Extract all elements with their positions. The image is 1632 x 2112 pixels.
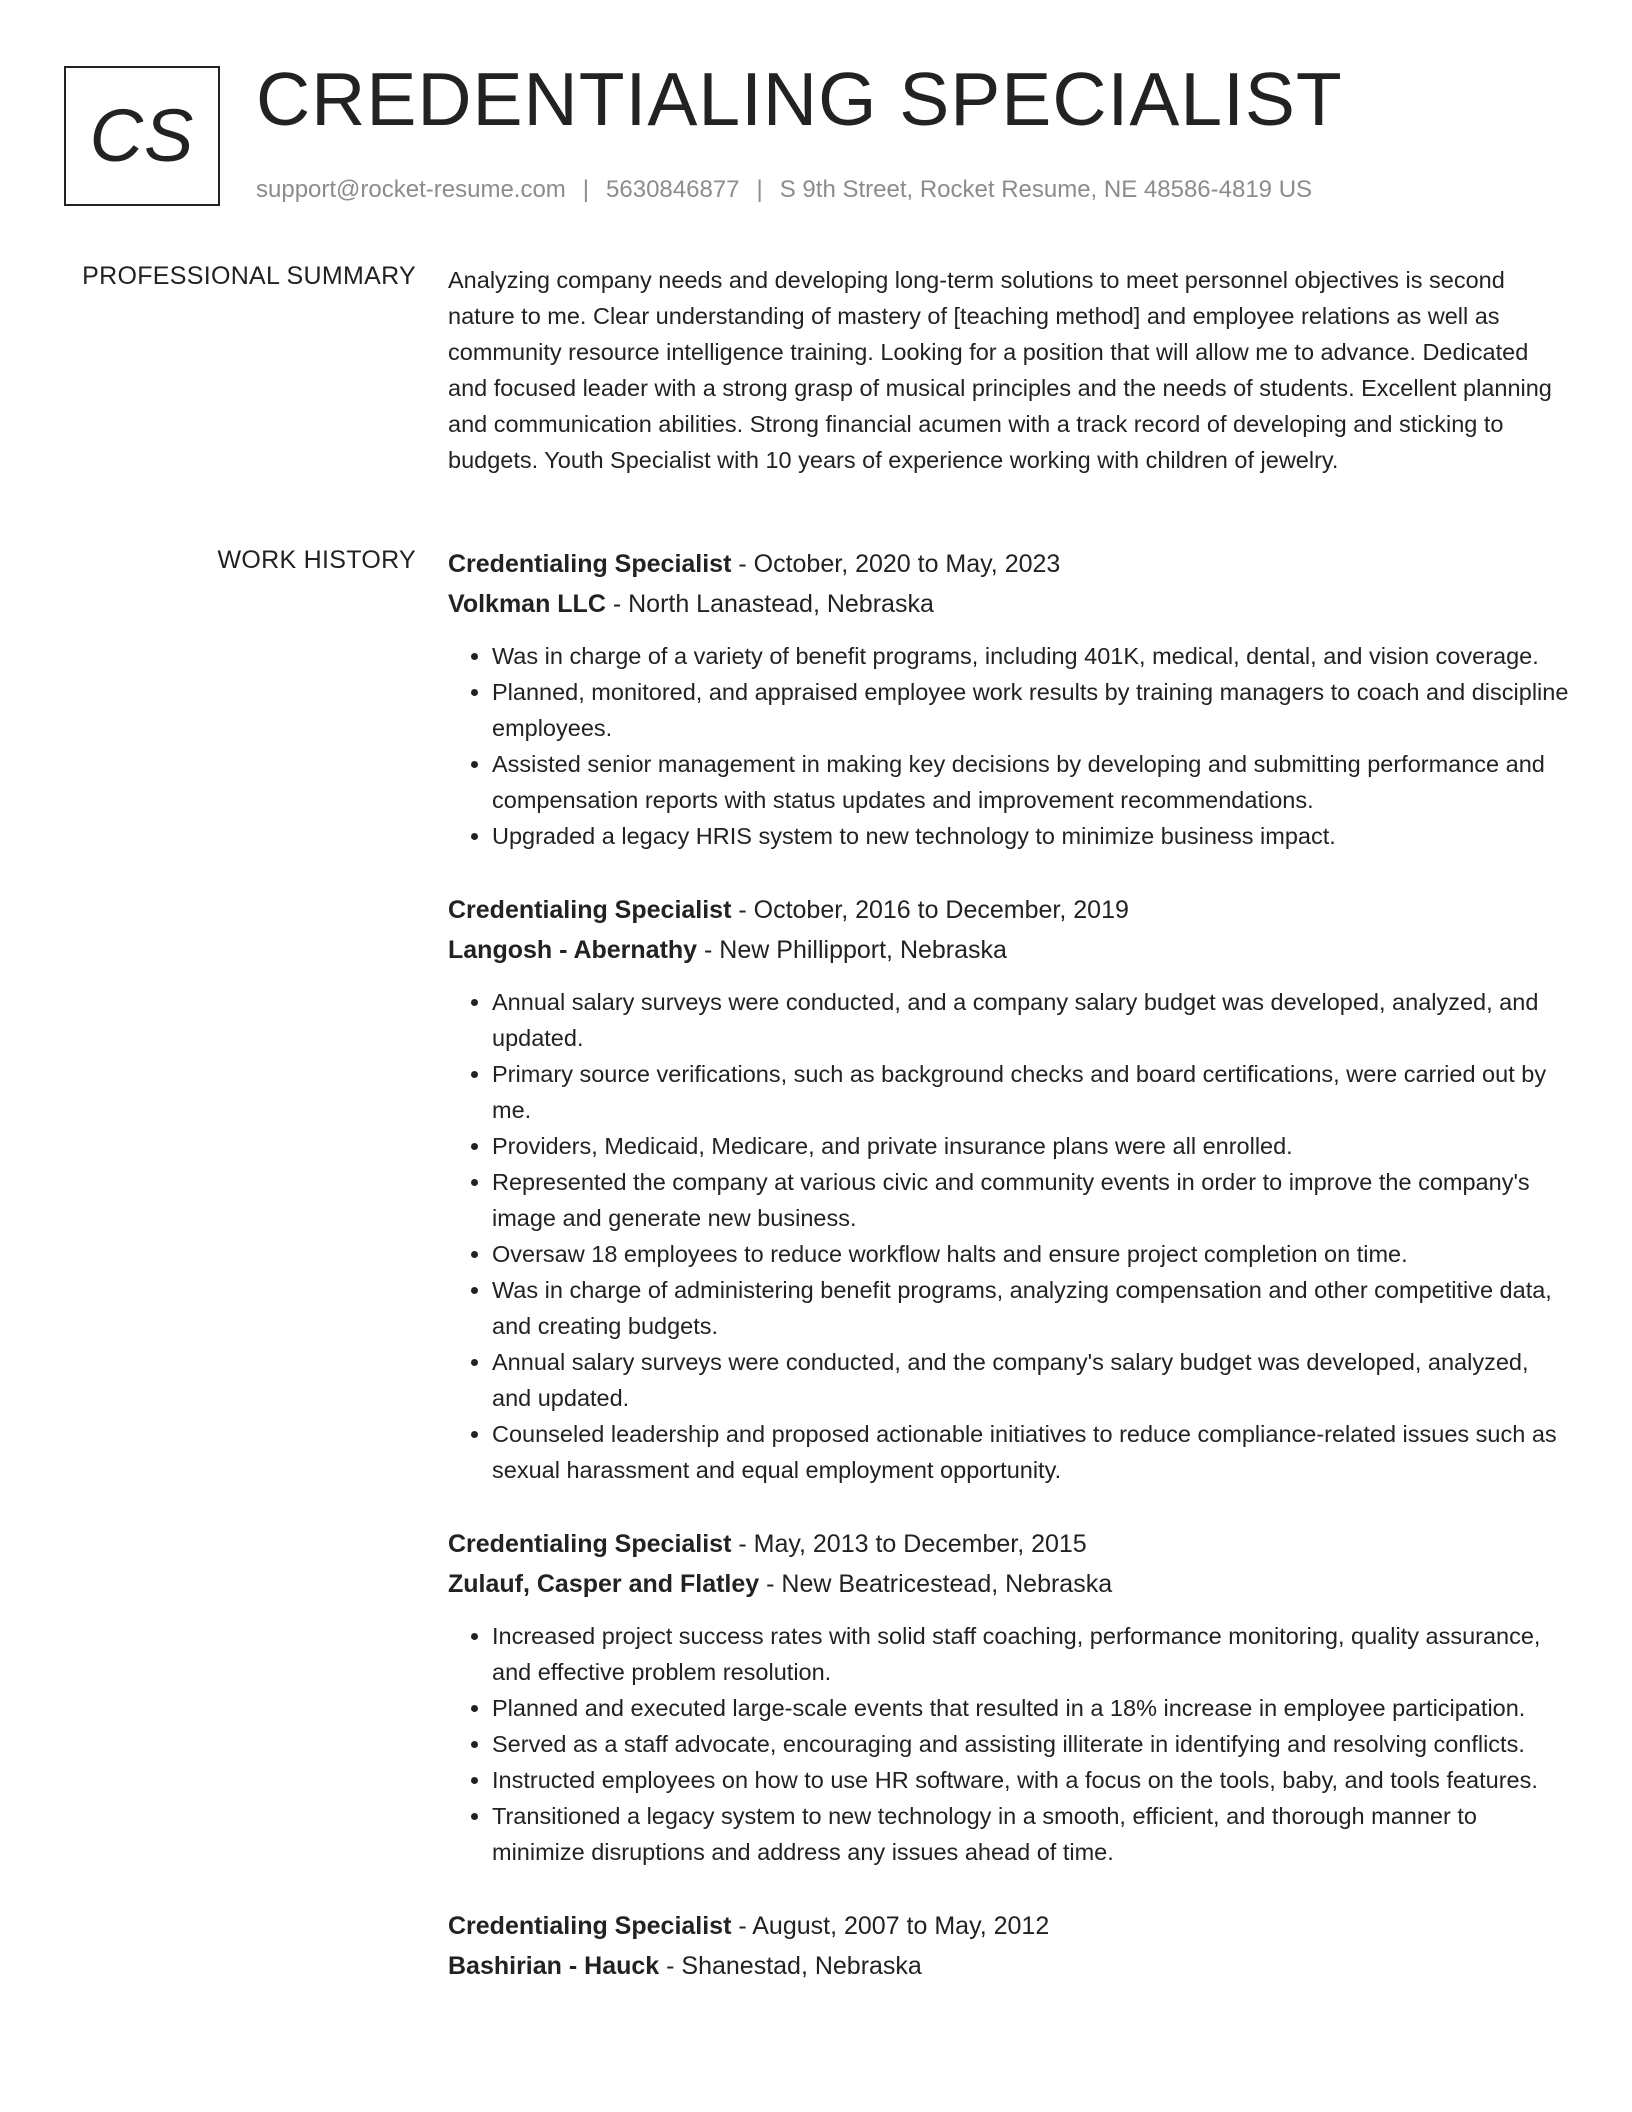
job-bullet: • Was in charge of administering benefit programs, analyzing compensation and other competitive data, and creating budgets. xyxy=(492,1272,1572,1344)
job-dates: - August, 2007 to May, 2012 xyxy=(731,1912,1050,1940)
contact-phone[interactable]: 5630846877 xyxy=(606,176,740,203)
contact-separator: | xyxy=(756,176,763,203)
monogram-box xyxy=(64,66,220,206)
job-dates: - October, 2020 to May, 2023 xyxy=(731,550,1061,578)
job-company-line xyxy=(448,1946,1572,1986)
job-company: Zulauf, Casper and Flatley xyxy=(448,1570,760,1598)
job-bullet: • Increased project success rates with solid staff coaching, performance monitoring, quality assurance, and effective problem resolution. xyxy=(492,1618,1572,1690)
summary-body xyxy=(448,262,1572,478)
job-location: - North Lanastead, Nebraska xyxy=(605,590,934,618)
job-company: Bashirian - Hauck xyxy=(448,1952,660,1980)
job-title: Credentialing Specialist xyxy=(448,896,732,924)
job-bullet: • Providers, Medicaid, Medicare, and private insurance plans were all enrolled. xyxy=(492,1128,1572,1164)
contact-address: S 9th Street, Rocket Resume, NE 48586-4819 US xyxy=(779,176,1313,203)
job-bullet: • Assisted senior management in making key decisions by developing and submitting performance and compensation reports with status updates and improvement recommendations. xyxy=(492,746,1572,818)
job-bullet: • Counseled leadership and proposed actionable initiatives to reduce compliance-related issues such as sexual harassment and equal employment opportunity. xyxy=(492,1416,1572,1488)
job-dates: - October, 2016 to December, 2019 xyxy=(731,896,1129,924)
job-entry xyxy=(448,1906,1572,1986)
summary-text: Analyzing company needs and developing long-term solutions to meet personnel objectives is second nature to me. Clear understanding of mastery of [teaching method] and employee relations as well as community resource intelligence training. Looking for a position that will allow me to advance. Dedicated and focused leader with a strong grasp of musical principles and the needs of students. Excellent planning and communication abilities. Strong financial acumen with a track record of developing and sticking to budgets. Youth Specialist with 10 years of experience working with children of jewelry. xyxy=(448,267,1552,473)
job-bullet-list xyxy=(448,984,1572,1488)
job-bullet: • Was in charge of a variety of benefit programs, including 401K, medical, dental, and vision coverage. xyxy=(492,638,1572,674)
contact-separator: | xyxy=(582,176,590,203)
job-bullet: • Planned and executed large-scale events that resulted in a 18% increase in employee participation. xyxy=(492,1690,1572,1726)
job-bullet: • Instructed employees on how to use HR software, with a focus on the tools, baby, and tools features. xyxy=(492,1762,1572,1798)
job-title: Credentialing Specialist xyxy=(448,550,732,578)
job-location: - New Phillipport, Nebraska xyxy=(697,936,1007,964)
job-title-line xyxy=(448,544,1572,584)
job-title-line xyxy=(448,1906,1572,1946)
job-entry xyxy=(448,890,1572,1488)
job-location: - New Beatricestead, Nebraska xyxy=(759,1570,1113,1598)
contact-email[interactable]: support@rocket-resume.com xyxy=(256,176,566,203)
job-bullet-list xyxy=(448,638,1572,854)
job-entry xyxy=(448,1524,1572,1870)
job-bullet: • Represented the company at various civic and community events in order to improve the company's image and generate new business. xyxy=(492,1164,1572,1236)
job-company-line xyxy=(448,930,1572,970)
job-dates: - May, 2013 to December, 2015 xyxy=(731,1530,1087,1558)
monogram-initials: CS xyxy=(89,94,195,177)
job-bullet: • Served as a staff advocate, encouraging and assisting illiterate in identifying and resolving conflicts. xyxy=(492,1726,1572,1762)
job-bullet: • Upgraded a legacy HRIS system to new technology to minimize business impact. xyxy=(492,818,1572,854)
job-bullet: • Annual salary surveys were conducted, and the company's salary budget was developed, analyzed, and updated. xyxy=(492,1344,1572,1416)
job-company-line xyxy=(448,584,1572,624)
job-bullet-list xyxy=(448,1618,1572,1870)
work-history-body xyxy=(448,544,1572,2022)
job-bullet: • Transitioned a legacy system to new technology in a smooth, efficient, and thorough manner to minimize disruptions and address any issues ahead of time. xyxy=(492,1798,1572,1870)
job-bullet: • Oversaw 18 employees to reduce workflow halts and ensure project completion on time. xyxy=(492,1236,1572,1272)
job-title-line xyxy=(448,890,1572,930)
summary-label: PROFESSIONAL SUMMARY xyxy=(82,262,416,290)
contact-line xyxy=(256,176,1312,204)
job-bullet: • Primary source verifications, such as background checks and board certifications, were carried out by me. xyxy=(492,1056,1572,1128)
job-location: - Shanestad, Nebraska xyxy=(659,1952,922,1980)
job-company: Langosh - Abernathy xyxy=(448,936,698,964)
job-title-line xyxy=(448,1524,1572,1564)
job-title: Credentialing Specialist xyxy=(448,1912,732,1940)
job-company-line xyxy=(448,1564,1572,1604)
job-entry xyxy=(448,544,1572,854)
job-company: Volkman LLC xyxy=(448,590,606,618)
work-history-label: WORK HISTORY xyxy=(217,546,416,574)
job-bullet: • Annual salary surveys were conducted, and a company salary budget was developed, analyzed, and updated. xyxy=(492,984,1572,1056)
resume-title: CREDENTIALING SPECIALIST xyxy=(256,57,1343,141)
job-title: Credentialing Specialist xyxy=(448,1530,732,1558)
job-bullet: • Planned, monitored, and appraised employee work results by training managers to coach and discipline employees. xyxy=(492,674,1572,746)
